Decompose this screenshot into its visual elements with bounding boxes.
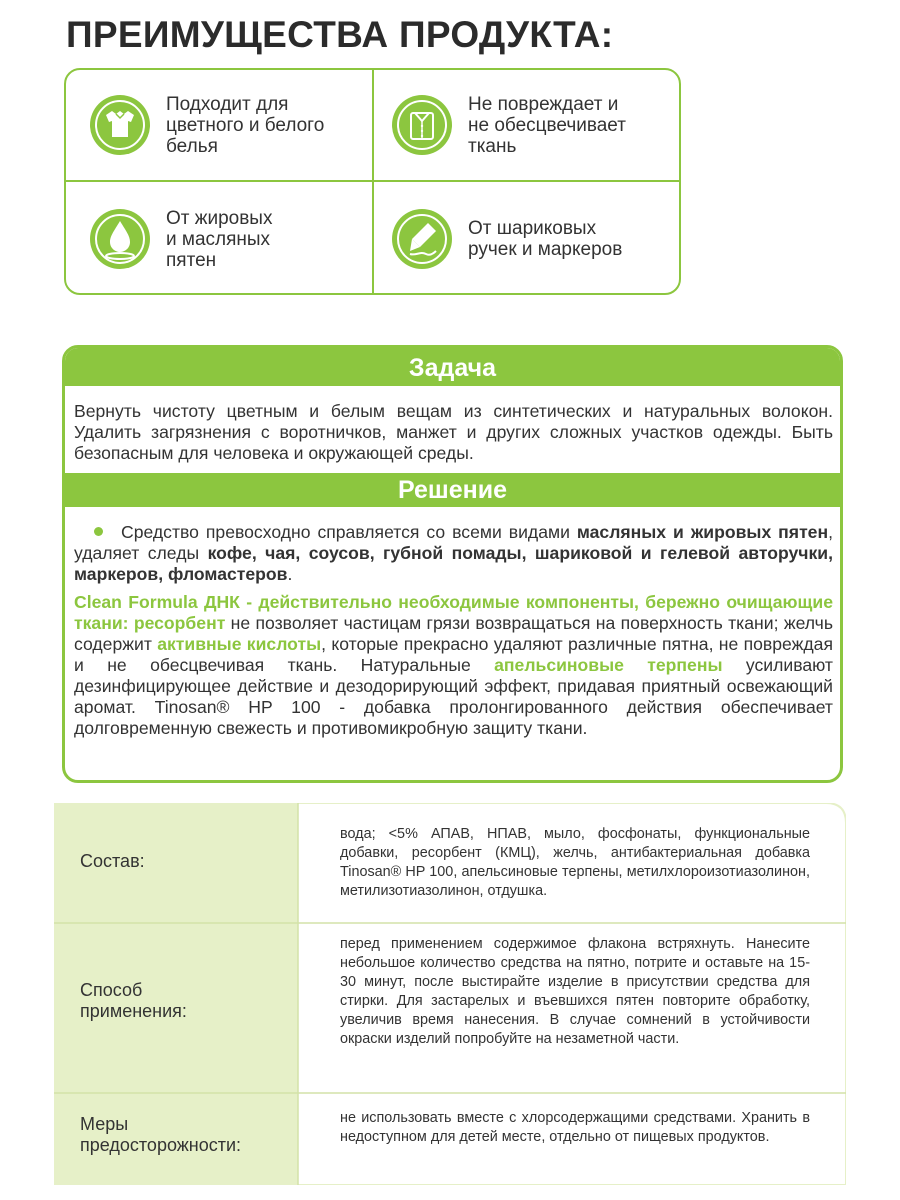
- advantage-pen-markers: [390, 200, 680, 278]
- usage-text: перед применением содержимое флакона встряхнуть. Нанесите небольшое количество средства на пятно, потрите и оставьте на 15-30 минут, после выстирайте изделие в присутствии средства для стирки. Для застарелых и въевшихся пятен повторите обработку, увеличив время нанесения. В случае сомнений в устойчивости окраски изделий попробуйте на незаметной части.: [340, 936, 810, 1047]
- advantages-grid: [64, 68, 681, 295]
- advantage-text: От жировых и масляных пятен: [166, 207, 273, 271]
- shirt-collar-icon: [390, 93, 454, 157]
- task-text: Вернуть чистоту цветным и белым вещам из синтетических и натуральных волокон. Удалить загрязнения с воротничков, манжет и других сложных участков одежды. Быть безопасным для человека и окружающей среды.: [74, 401, 833, 463]
- solution-paragraph-1: Средство превосходно справляется со всеми видами масляных и жировых пятен, удаляет следы кофе, чая, соусов, губной помады, шариковой и гелевой авторучки, маркеров, фломастеров.: [74, 522, 833, 584]
- bullet-dot: [94, 527, 103, 536]
- page-title: ПРЕИМУЩЕСТВА ПРОДУКТА:: [66, 14, 614, 55]
- composition-text: вода; <5% АПАВ, НПАВ, мыло, фосфонаты, функциональные добавки, ресорбент (КМЦ), желчь, антибактериальная добавка Tinosan® HP 100, апельсиновые терпены, метилхлороизотиазолинон, метилизотиазолинон, отдушка.: [340, 826, 810, 899]
- advantage-grease-stains: [88, 200, 368, 278]
- advantage-text: От шариковых ручек и маркеров: [468, 218, 623, 260]
- usage-label: Способ применения:: [80, 980, 187, 1021]
- precautions-label: Меры предосторожности:: [80, 1114, 242, 1155]
- advantage-text: Не повреждает и не обесцвечивает ткань: [468, 93, 626, 157]
- composition-table: [54, 803, 846, 1185]
- marker-pen-icon: [390, 207, 454, 271]
- shirt-icon: [88, 93, 152, 157]
- composition-label: Состав:: [80, 851, 145, 871]
- solution-paragraph-2: Clean Formula ДНК - действительно необходимые компоненты, бережно очищающие ткани: ресорбент не позволяет частицам грязи возвращаться на поверхность ткани; желчь содержит активные кислоты, которые прекрасно удаляют различные пятна, не повреждая и не обесцвечивая ткань. Натуральные апельсиновые терпены усиливают дезинфицирующее действие и дезодорирующий эффект, придавая приятный освежающий аромат. Tinosan® HP 100 - добавка пролонгированного действия обеспечивает долговременную свежесть и противомикробную защиту ткани.: [74, 592, 834, 738]
- task-solution-panel: [62, 345, 843, 783]
- oil-drop-icon: [88, 207, 152, 271]
- advantage-text: Подходит для цветного и белого белья: [166, 93, 325, 157]
- task-heading: Задача: [65, 348, 840, 386]
- advantage-no-damage: [390, 90, 680, 160]
- solution-heading: Решение: [65, 473, 840, 507]
- grid-divider-horizontal: [66, 180, 679, 182]
- precautions-text: не использовать вместе с хлорсодержащими средствами. Хранить в недоступном для детей месте, отдельно от пищевых продуктов.: [340, 1110, 810, 1145]
- advantage-colored-white: [88, 90, 368, 160]
